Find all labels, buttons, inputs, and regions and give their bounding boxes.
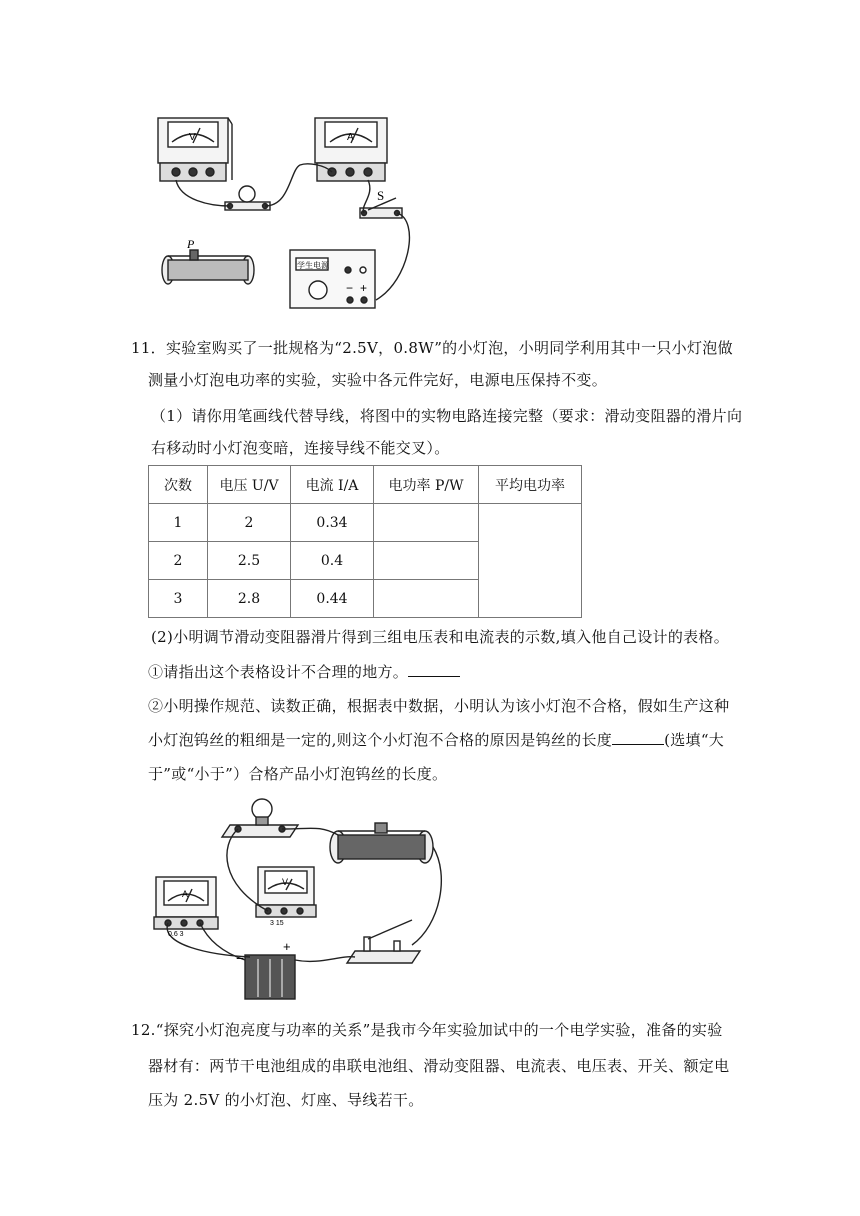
q11-sub1: [148, 662, 460, 682]
supply-label: 学生电源: [297, 261, 329, 270]
ammeter-terminals: 0.6 3: [168, 931, 184, 938]
q12-line1: 12.“探究小灯泡亮度与功率的关系”是我市今年实验加试中的一个电学实验，准备的实验: [131, 1021, 723, 1039]
table-cell: 2.8: [208, 580, 291, 618]
ammeter-label: A: [182, 889, 189, 899]
table-header: 次数: [149, 466, 208, 504]
q12-line2: 器材有：两节干电池组成的串联电池组、滑动变阻器、电流表、电压表、开关、额定电: [148, 1057, 730, 1075]
table-cell: 2: [149, 542, 208, 580]
q11-sub1-text: ①请指出这个表格设计不合理的地方。: [148, 663, 409, 681]
table-row: [149, 504, 582, 542]
voltmeter-1: [158, 118, 232, 181]
table-cell: 0.34: [291, 504, 374, 542]
bulb-1: [225, 186, 270, 210]
table-cell: 2: [208, 504, 291, 542]
table-cell: [374, 580, 479, 618]
ammeter-1: [315, 118, 387, 181]
q11-sub2-line1: ②小明操作规范、读数正确，根据表中数据，小明认为该小灯泡不合格，假如生产这种: [148, 697, 730, 715]
voltmeter-label: V: [282, 877, 289, 887]
switch-2: [347, 920, 420, 963]
table-cell: 2.5: [208, 542, 291, 580]
rheostat-2: [330, 823, 433, 863]
table-header: 电压 U/V: [208, 466, 291, 504]
q11-sub2-line2: [148, 730, 724, 750]
plus-sign: +: [360, 281, 368, 295]
battery-2: [245, 955, 295, 999]
power-supply-1: [290, 250, 375, 308]
data-table: [148, 465, 582, 618]
q11-sub2-line3: 于”或“小于”）合格产品小灯泡钨丝的长度。: [148, 765, 448, 783]
ammeter-label: A: [347, 132, 354, 143]
q11-line1: 11．实验室购买了一批规格为“2.5V，0.8W”的小灯泡，小明同学利用其中一只小灯泡做: [131, 339, 733, 357]
table-cell: 1: [149, 504, 208, 542]
switch-label: S: [377, 188, 385, 203]
q11-line2: 测量小灯泡电功率的实验，实验中各元件完好，电源电压保持不变。: [148, 371, 608, 389]
rheostat-label: P: [187, 237, 195, 251]
circuit-figure-1: [150, 110, 425, 315]
plus-sign: +: [283, 939, 291, 954]
q12-line3: 压为 2.5V 的小灯泡、灯座、导线若干。: [148, 1091, 424, 1109]
table-header: 电功率 P/W: [374, 466, 479, 504]
q11-part2: (2)小明调节滑动变阻器滑片得到三组电压表和电流表的示数,填入他自己设计的表格。: [151, 628, 730, 646]
table-cell: [374, 504, 479, 542]
minus-sign: −: [346, 281, 354, 295]
voltmeter-label: V: [189, 132, 196, 143]
table-header: 平均电功率: [479, 466, 582, 504]
bulb-2: [222, 799, 298, 837]
table-cell-average: [479, 504, 582, 618]
table-cell: 0.44: [291, 580, 374, 618]
circuit-figure-2: [150, 795, 450, 1005]
q11-sub2-text-b: (选填“大: [664, 731, 725, 749]
table-header: 电流 I/A: [291, 466, 374, 504]
rheostat-1: [162, 250, 254, 284]
table-cell: [374, 542, 479, 580]
ammeter-2: [154, 877, 218, 929]
table-cell: 0.4: [291, 542, 374, 580]
minus-sign: −: [236, 950, 245, 966]
q11-part1-line1: （1）请你用笔画线代替导线，将图中的实物电路连接完整（要求：滑动变阻器的滑片向: [151, 407, 743, 425]
q11-part1-line2: 右移动时小灯泡变暗，连接导线不能交叉）。: [151, 439, 450, 457]
q11-sub2-text-a: 小灯泡钨丝的粗细是一定的,则这个小灯泡不合格的原因是钨丝的长度: [148, 731, 613, 749]
table-header-row: [149, 466, 582, 504]
answer-blank[interactable]: [612, 730, 664, 745]
voltmeter-terminals: 3 15: [270, 920, 284, 927]
answer-blank[interactable]: [408, 662, 460, 677]
table-cell: 3: [149, 580, 208, 618]
